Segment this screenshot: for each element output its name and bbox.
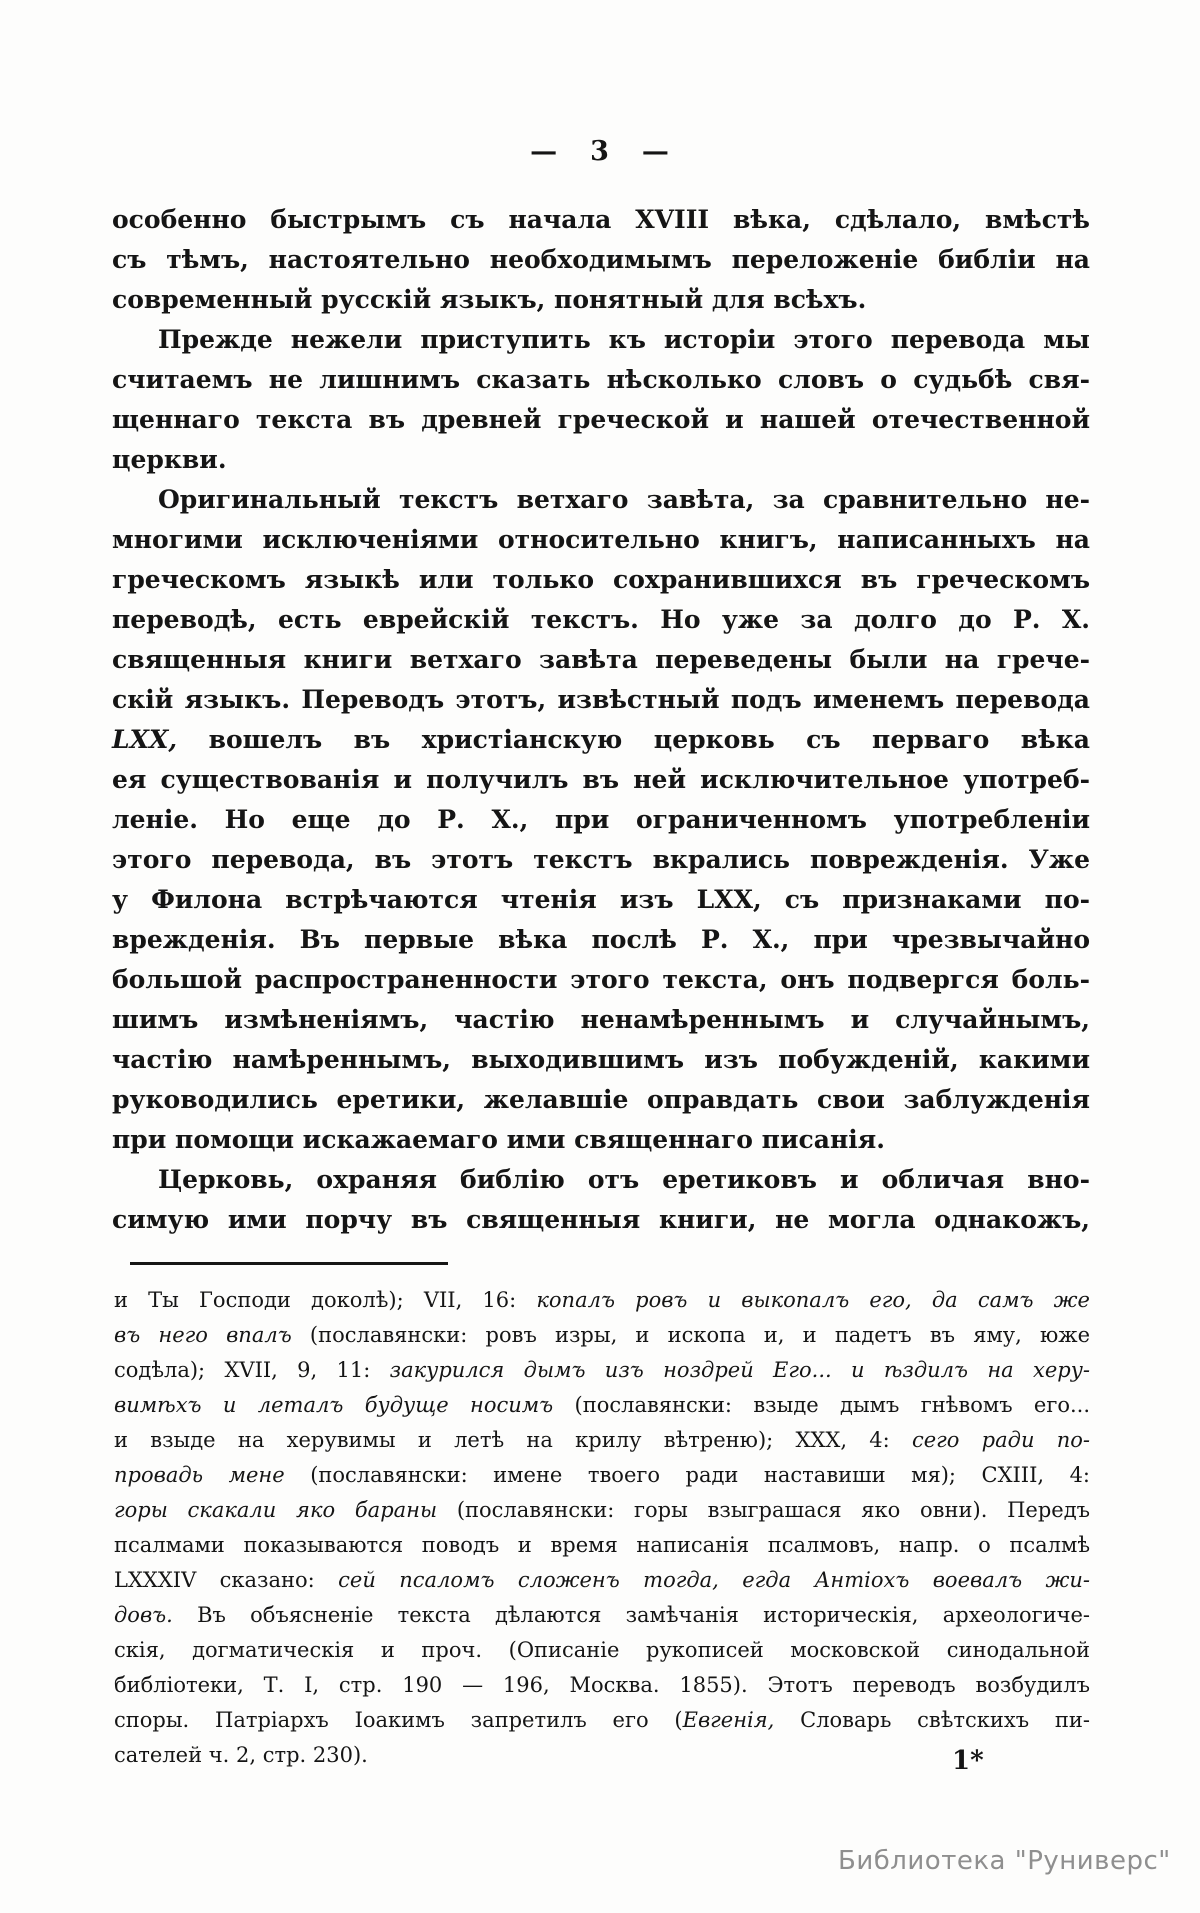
body-line: леніе. Но еще до Р. Х., при ограниченномъ употребленіи <box>112 805 1090 834</box>
body-line: этого перевода, въ этотъ текстъ вкрались поврежденія. Уже <box>112 845 1090 874</box>
body-line: большой распространенности этого текста, онъ подвергся боль- <box>112 965 1090 994</box>
page-number-value: 3 <box>590 136 610 167</box>
footnote-line: споры. Патріархъ Іоакимъ запретилъ его (Евгенія, Словарь свѣтскихъ пи- <box>114 1708 1090 1732</box>
footnote-line: и взыде на херувимы и летѣ на крилу вѣтреню); XXX, 4: сего ради по- <box>114 1428 1090 1452</box>
body-line: скій языкъ. Переводъ этотъ, извѣстный подъ именемъ перевода <box>112 685 1090 714</box>
body-line: священныя книги ветхаго завѣта переведены были на грече- <box>112 645 1090 674</box>
body-line: многими исключеніями относительно книгъ, написанныхъ на <box>112 525 1090 554</box>
body-line: греческомъ языкѣ или только сохранившихся въ греческомъ <box>112 565 1090 594</box>
page-number-dash-left: — <box>530 136 559 167</box>
page-number <box>0 136 1200 167</box>
footnote-line: библіотеки, Т. I, стр. 190 — 196, Москва. 1855). Этотъ переводъ возбудилъ <box>114 1673 1090 1697</box>
body-line: руководились еретики, желавшіе оправдать свои заблужденія <box>112 1085 1090 1114</box>
footnote-line: въ него впалъ (пославянски: ровъ изры, и ископа и, и падетъ въ яму, юже <box>114 1323 1091 1347</box>
body-line: при помощи искажаемаго ими священнаго писанія. <box>112 1125 885 1154</box>
body-text <box>112 200 1090 1240</box>
body-line: Прежде нежели приступить къ исторіи этого перевода мы <box>158 325 1090 354</box>
page-number-dash-right: — <box>641 136 670 167</box>
footnote-line: сателей ч. 2, стр. 230). <box>114 1743 368 1767</box>
body-line: симую ими порчу въ священныя книги, не могла однакожъ, <box>112 1205 1090 1234</box>
footnote-line: скія, догматическія и проч. (Описаніе рукописей московской синодальной <box>114 1638 1090 1662</box>
watermark: Библиотека "Руниверс" <box>838 1846 1171 1876</box>
body-line: шимъ измѣненіямъ, частію ненамѣреннымъ и случайнымъ, <box>112 1005 1090 1034</box>
signature-mark: 1* <box>952 1746 984 1776</box>
body-line: щеннаго текста въ древней греческой и нашей отечественной <box>112 405 1090 434</box>
footnote-line: содѣла); XVII, 9, 11: закурился дымъ изъ ноздрей Его... и ѣздилъ на херу- <box>114 1358 1091 1382</box>
footnote-line: довъ. Въ объясненіе текста дѣлаются замѣчанія историческія, археологиче- <box>114 1603 1090 1627</box>
body-line: церкви. <box>112 445 227 474</box>
body-line: особенно быстрымъ съ начала XVIII вѣка, сдѣлало, вмѣстѣ <box>112 205 1090 234</box>
footnote-line: горы скакали яко бараны (пославянски: горы взыграшася яко овни). Передъ <box>114 1498 1091 1522</box>
body-line: LXX, вошелъ въ христіанскую церковь съ перваго вѣка <box>112 725 1090 754</box>
footnote-line: LXXXIV сказано: сей псаломъ сложенъ тогда, егда Антіохъ воевалъ жи- <box>114 1568 1090 1592</box>
footnote-separator <box>130 1262 448 1265</box>
footnote-line: и Ты Господи доколѣ); VII, 16: копалъ ровъ и выкопалъ его, да самъ же <box>114 1288 1090 1312</box>
body-line: современный русскій языкъ, понятный для всѣхъ. <box>112 285 867 314</box>
body-line: переводѣ, есть еврейскій текстъ. Но уже за долго до Р. Х. <box>112 605 1090 634</box>
body-line: считаемъ не лишнимъ сказать нѣсколько словъ о судьбѣ свя- <box>112 365 1090 394</box>
body-line: Церковь, охраняя библію отъ еретиковъ и обличая вно- <box>158 1165 1090 1194</box>
body-line: у Филона встрѣчаются чтенія изъ LXX, съ признаками по- <box>112 885 1090 914</box>
footnote <box>114 1283 1090 1773</box>
body-line: врежденія. Въ первые вѣка послѣ Р. Х., при чрезвычайно <box>112 925 1090 954</box>
body-line: ея существованія и получилъ въ ней исключительное употреб- <box>112 765 1090 794</box>
footnote-line: провадь мене (пославянски: имене твоего ради наставиши мя); CXIII, 4: <box>114 1463 1091 1487</box>
body-line: съ тѣмъ, настоятельно необходимымъ переложеніе библіи на <box>112 245 1090 274</box>
body-line: Оригинальный текстъ ветхаго завѣта, за сравнительно не- <box>158 485 1090 514</box>
body-line: частію намѣреннымъ, выходившимъ изъ побужденій, какими <box>112 1045 1090 1074</box>
footnote-line: вимѣхъ и леталъ будуще носимъ (пославянски: взыде дымъ гнѣвомъ его... <box>114 1393 1091 1417</box>
footnote-line: псалмами показываются поводъ и время написанія псалмовъ, напр. о псалмѣ <box>114 1533 1090 1557</box>
